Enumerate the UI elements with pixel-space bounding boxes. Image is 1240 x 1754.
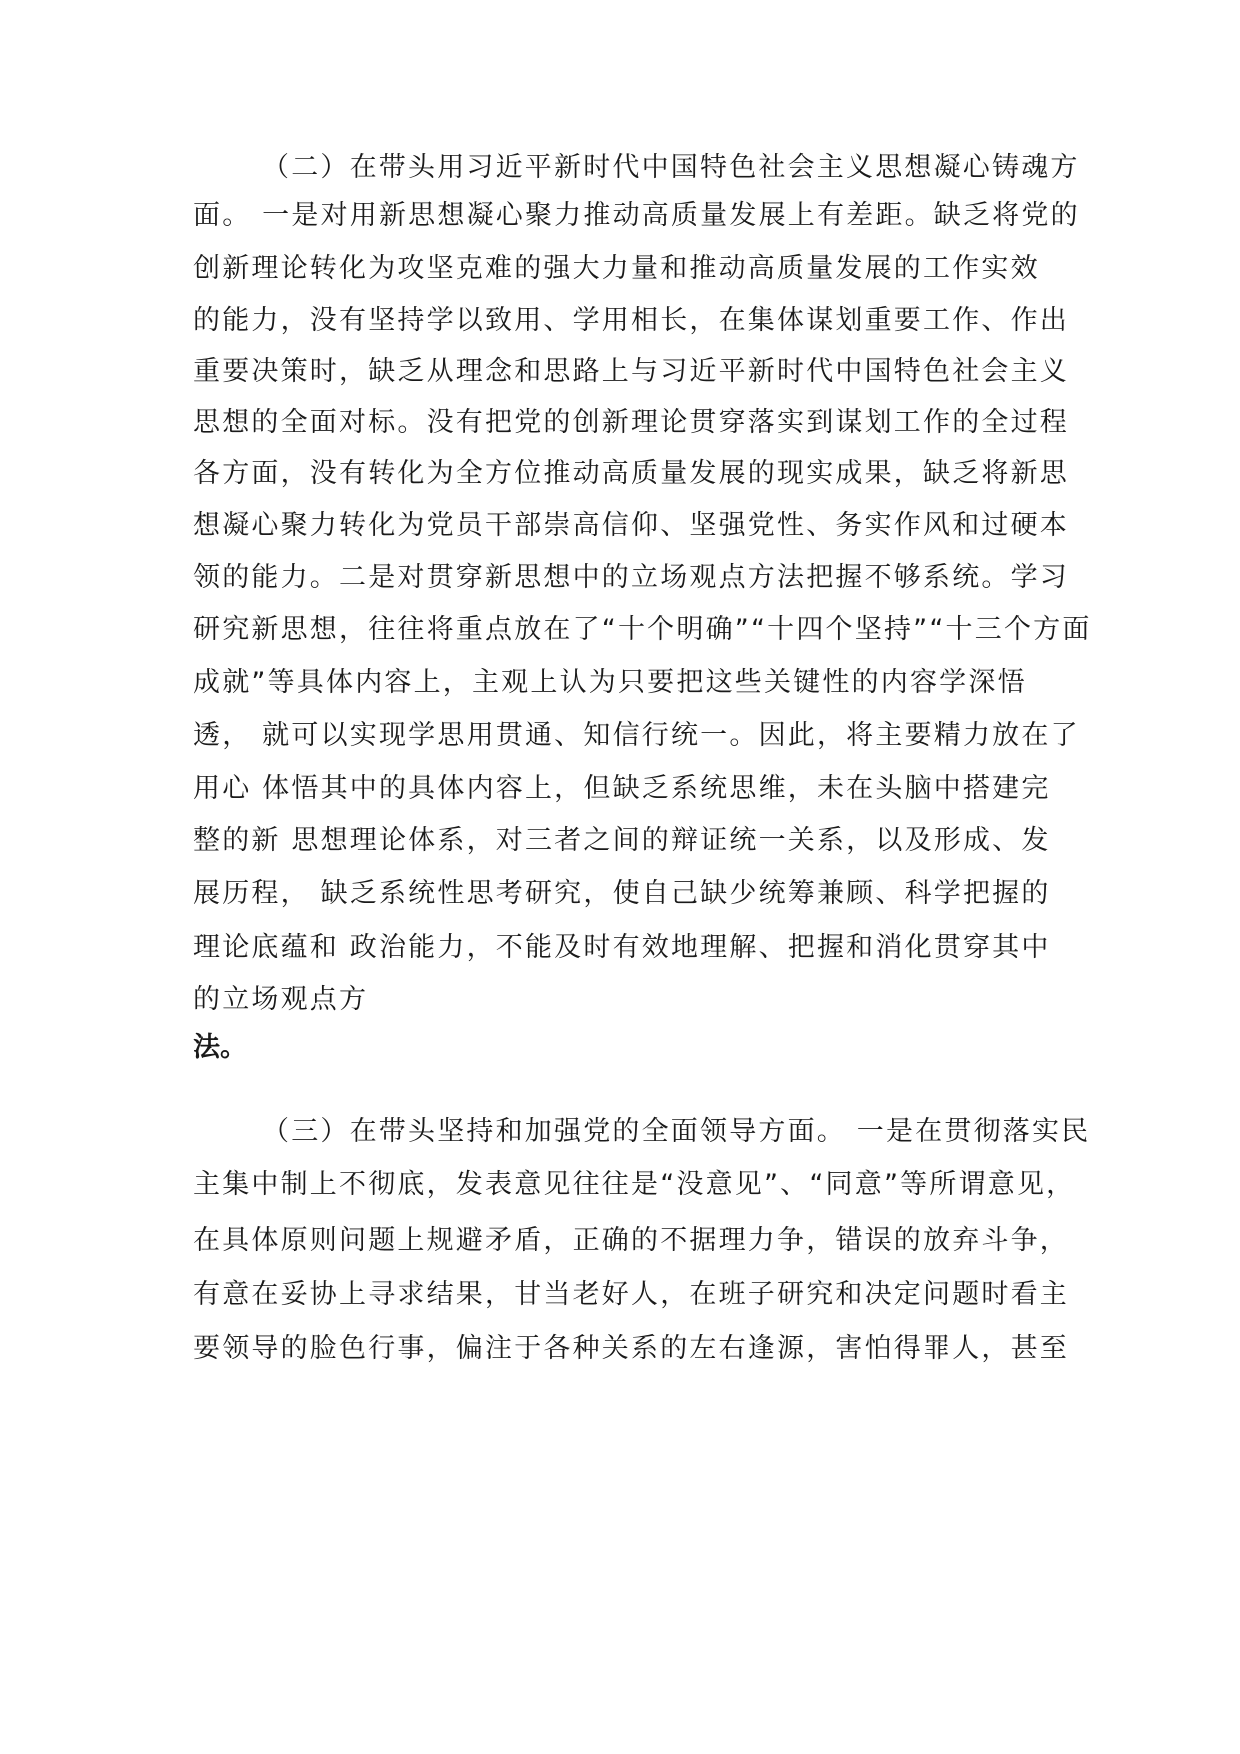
paragraph-line: 在具体原则问题上规避矛盾，正确的不据理力争，错误的放弃斗争， [193,1225,1069,1256]
paragraph-line-end: 法。 [193,1032,247,1063]
paragraph-line: 领的能力。二是对贯穿新思想中的立场观点方法把握不够系统。学习 [193,562,1069,593]
section3-heading-line: （三）在带头坚持和加强党的全面领导方面。 一是在贯彻落实民 [262,1116,1091,1147]
paragraph-line: 创新理论转化为攻坚克难的强大力量和推动高质量发展的工作实效 [193,253,1040,284]
paragraph-line: 研究新思想，往往将重点放在了“十个明确”“十四个坚持”“十三个方面 [193,614,1092,645]
paragraph-line: 用心 体悟其中的具体内容上，但缺乏系统思维，未在头脑中搭建完 [193,773,1051,804]
paragraph-line: 成就”等具体内容上，主观上认为只要把这些关键性的内容学深悟 [193,667,1027,698]
paragraph-line: 有意在妥协上寻求结果，甘当老好人，在班子研究和决定问题时看主 [193,1279,1069,1310]
paragraph-line: 重要决策时，缺乏从理念和思路上与习近平新时代中国特色社会主义 [193,356,1069,387]
paragraph-line: 面。 一是对用新思想凝心聚力推动高质量发展上有差距。缺乏将党的 [193,200,1080,231]
paragraph-line: 整的新 思想理论体系，对三者之间的辩证统一关系，以及形成、发 [193,825,1051,856]
paragraph-line: 透， 就可以实现学思用贯通、知信行统一。因此，将主要精力放在了 [193,720,1080,751]
paragraph-line: 的立场观点方 [193,984,369,1015]
paragraph-line: 各方面，没有转化为全方位推动高质量发展的现实成果，缺乏将新思 [193,458,1069,489]
section2-heading-line: （二）在带头用习近平新时代中国特色社会主义思想凝心铸魂方 [262,152,1080,183]
paragraph-line: 理论底蕴和 政治能力，不能及时有效地理解、把握和消化贯穿其中 [193,932,1051,963]
paragraph-line: 要领导的脸色行事，偏注于各种关系的左右逢源，害怕得罪人，甚至 [193,1333,1069,1364]
paragraph-line: 的能力，没有坚持学以致用、学用相长，在集体谋划重要工作、作出 [193,305,1069,336]
paragraph-line: 思想的全面对标。没有把党的创新理论贯穿落实到谋划工作的全过程 [193,407,1069,438]
paragraph-line: 展历程， 缺乏系统性思考研究，使自己缺少统筹兼顾、科学把握的 [193,878,1051,909]
paragraph-line: 想凝心聚力转化为党员干部崇高信仰、坚强党性、务实作风和过硬本 [193,510,1069,541]
paragraph-line: 主集中制上不彻底，发表意见往往是“没意见”、“同意”等所谓意见， [193,1169,1076,1200]
